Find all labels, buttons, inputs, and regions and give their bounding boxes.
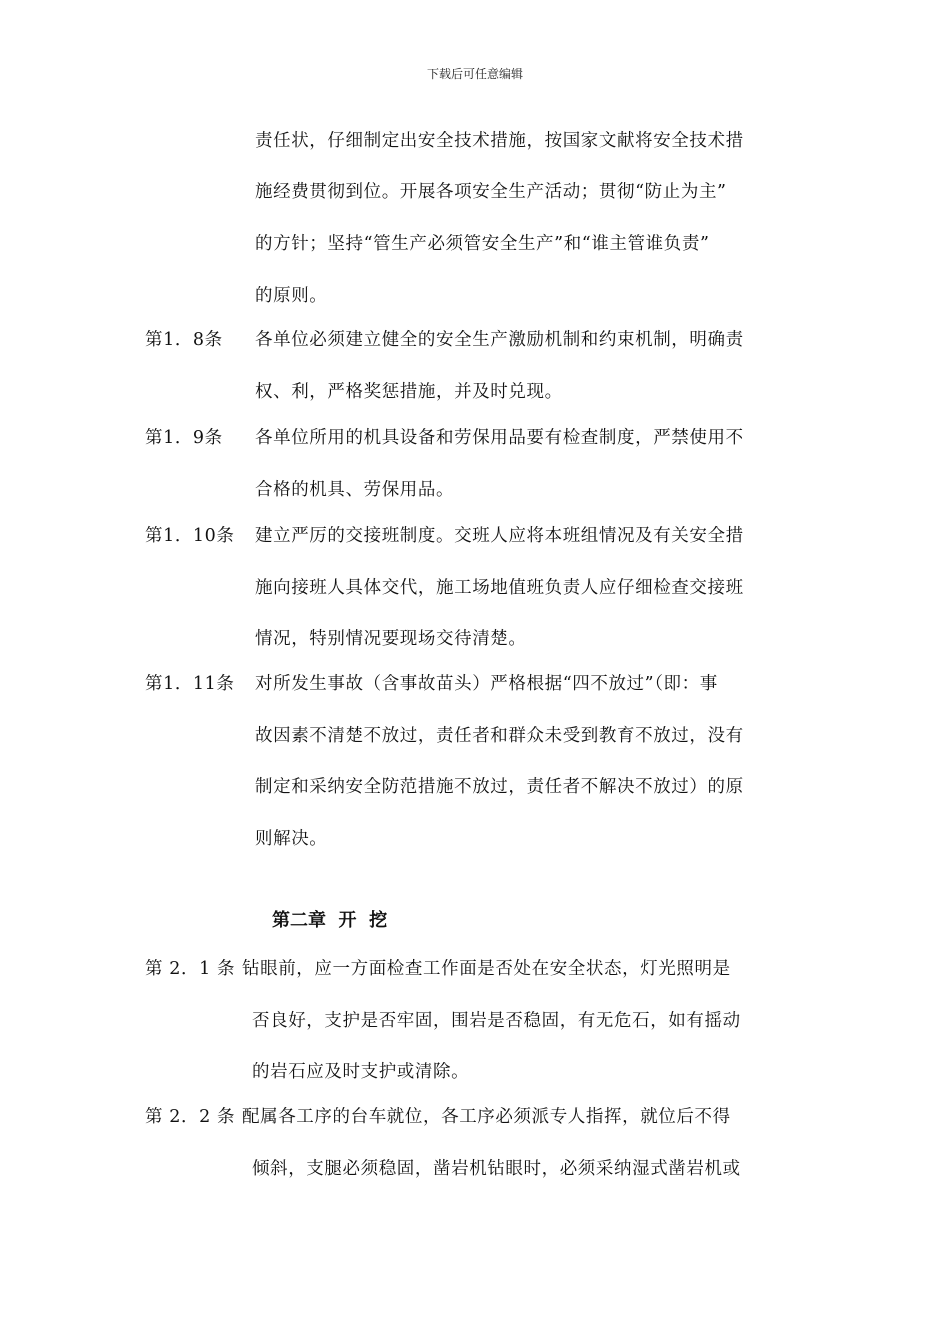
page-header: 下载后可任意编辑 xyxy=(426,67,523,81)
article-line: 钻眼前，应一方面检查工作面是否处在安全状态，灯光照明是 xyxy=(242,959,731,979)
article-label: 第1．11条 xyxy=(145,674,235,694)
article-label: 第1．9条 xyxy=(145,428,223,448)
article-line: 对所发生事故（含事故苗头）严格根据“四不放过”（即：事 xyxy=(255,674,718,694)
article-line: 情况，特别情况要现场交待清楚。 xyxy=(255,629,527,649)
article-line: 否良好，支护是否牢固，围岩是否稳固，有无危石，如有摇动 xyxy=(252,1011,741,1031)
intro-line: 责任状，仔细制定出安全技术措施，按国家文献将安全技术措 xyxy=(255,131,744,151)
article-label: 第1．10条 xyxy=(145,526,235,546)
article-line: 权、利，严格奖惩措施，并及时兑现。 xyxy=(255,382,563,402)
article-label: 第 2．2 条 xyxy=(145,1107,236,1127)
article-line: 制定和采纳安全防范措施不放过，责任者不解决不放过）的原 xyxy=(255,777,744,797)
article-line: 则解决。 xyxy=(255,829,328,849)
chapter-title: 第二章 开 挖 xyxy=(272,910,388,931)
intro-line: 的方针；坚持“管生产必须管安全生产”和“谁主管谁负责” xyxy=(255,234,710,254)
article-line: 倾斜，支腿必须稳固，凿岩机钻眼时，必须采纳湿式凿岩机或 xyxy=(252,1159,741,1179)
article-line: 故因素不清楚不放过，责任者和群众未受到教育不放过，没有 xyxy=(255,726,744,746)
article-line: 施向接班人具体交代，施工场地值班负责人应仔细检查交接班 xyxy=(255,578,744,598)
article-label: 第 2．1 条 xyxy=(145,959,236,979)
article-line: 配属各工序的台车就位，各工序必须派专人指挥，就位后不得 xyxy=(242,1107,731,1127)
intro-line: 的原则。 xyxy=(255,286,328,306)
article-line: 各单位必须建立健全的安全生产激励机制和约束机制，明确责 xyxy=(255,330,744,350)
article-line: 建立严厉的交接班制度。交班人应将本班组情况及有关安全措 xyxy=(255,526,744,546)
intro-line: 施经费贯彻到位。开展各项安全生产活动；贯彻“防止为主” xyxy=(255,182,727,202)
article-line: 的岩石应及时支护或清除。 xyxy=(252,1062,470,1082)
article-label: 第1．8条 xyxy=(145,330,223,350)
article-line: 各单位所用的机具设备和劳保用品要有检查制度，严禁使用不 xyxy=(255,428,744,448)
article-line: 合格的机具、劳保用品。 xyxy=(255,480,455,500)
